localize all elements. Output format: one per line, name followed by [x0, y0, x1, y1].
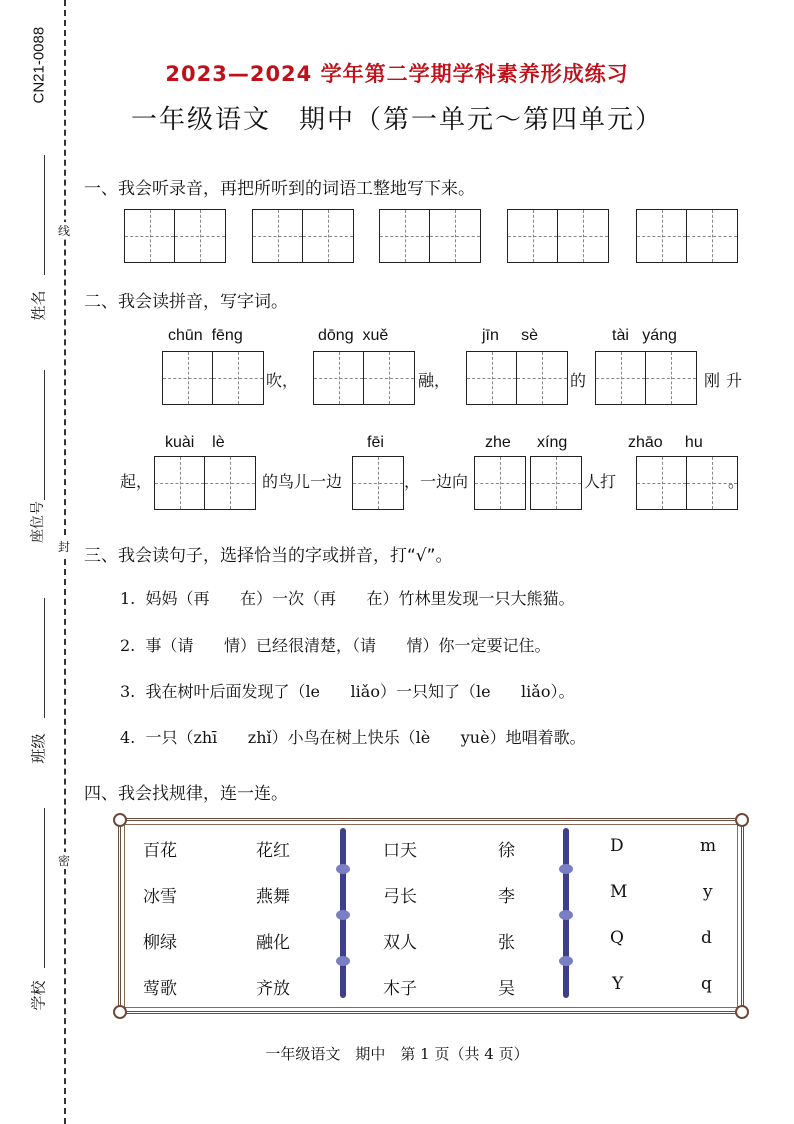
match-r3-c5[interactable]: Q [610, 928, 624, 948]
pinyin-dongxue: dōng xuě [318, 327, 389, 344]
text-rong: 融， [418, 371, 451, 390]
match-r2-c1[interactable]: 冰雪 [143, 887, 177, 907]
pinyin-box-fei[interactable] [352, 456, 404, 510]
sentence-4[interactable]: 4. 一只（zhī zhǐ）小鸟在树上快乐（lè yuè）地唱着歌。 [120, 728, 586, 747]
match-r1-c1[interactable]: 百花 [143, 841, 177, 861]
text-de: 的 [570, 371, 587, 390]
pinyin-box-kuaile[interactable] [154, 456, 256, 510]
section4-heading: 四、我会找规律，连一连。 [84, 784, 288, 804]
pinyin-box-dongxue[interactable] [313, 351, 415, 405]
match-r1-c2[interactable]: 花红 [256, 841, 290, 861]
sentence-1[interactable]: 1. 妈妈（再 在）一次（再 在）竹林里发现一只大熊猫。 [120, 589, 575, 608]
name-blank-line[interactable] [44, 155, 45, 275]
match-r4-c6[interactable]: q [701, 974, 712, 994]
pinyin-box-taiyang[interactable] [595, 351, 697, 405]
pinyin-taiyang: tài yáng [612, 327, 677, 344]
class-label: 班级 [29, 733, 48, 764]
match-r1-c3[interactable]: 口天 [383, 841, 417, 861]
pinyin-kuaile: kuài lè [165, 434, 225, 451]
write-box-5[interactable] [636, 209, 738, 263]
pinyin-box-chunfeng[interactable] [162, 351, 264, 405]
pinyin-box-xing[interactable] [530, 456, 582, 510]
write-box-2[interactable] [252, 209, 354, 263]
school-label: 学校 [29, 980, 48, 1011]
match-r1-c4[interactable]: 徐 [498, 841, 515, 861]
seat-blank-line[interactable] [44, 370, 45, 500]
page-footer: 一年级语文 期中 第 1 页（共 4 页） [265, 1045, 529, 1063]
seat-label: 座位号 [30, 501, 46, 543]
match-r1-c6[interactable]: m [700, 836, 717, 856]
match-r3-c6[interactable]: d [701, 928, 712, 948]
seal-mark-feng: 封 [58, 540, 71, 554]
match-r4-c1[interactable]: 莺歌 [143, 979, 177, 999]
pinyin-fei: fēi [367, 434, 384, 451]
write-box-1[interactable] [124, 209, 226, 263]
match-r2-c5[interactable]: M [610, 882, 628, 902]
class-blank-line[interactable] [44, 598, 45, 718]
section1-heading: 一、我会听录音，再把所听到的词语工整地写下来。 [84, 179, 475, 199]
pinyin-box-jinse[interactable] [466, 351, 568, 405]
match-r2-c4[interactable]: 李 [498, 887, 515, 907]
pinyin-jinse: jīn sè [482, 327, 539, 344]
match-r2-c3[interactable]: 弓长 [383, 887, 417, 907]
exam-title-line1: 2023—2024 学年第二学期学科素养形成练习 [165, 62, 629, 86]
match-r4-c4[interactable]: 吴 [498, 979, 515, 999]
match-r4-c3[interactable]: 木子 [383, 979, 417, 999]
pinyin-box-zhe[interactable] [474, 456, 526, 510]
match-r2-c6[interactable]: y [703, 882, 713, 902]
match-r1-c5[interactable]: D [610, 836, 624, 856]
section3-heading: 三、我会读句子，选择恰当的字或拼音，打“√”。 [84, 546, 453, 566]
match-r3-c1[interactable]: 柳绿 [143, 933, 177, 953]
pinyin-zhaohu: zhāo hu [628, 434, 703, 451]
seal-mark-xian: 线 [58, 224, 71, 238]
match-r2-c2[interactable]: 燕舞 [256, 887, 290, 907]
pinyin-xing: xíng [537, 434, 568, 451]
match-r3-c4[interactable]: 张 [498, 933, 515, 953]
write-box-4[interactable] [507, 209, 609, 263]
match-r3-c3[interactable]: 双人 [383, 933, 417, 953]
pinyin-chunfeng: chūn fēng [168, 327, 243, 344]
seal-mark-mi: 密 [58, 854, 71, 868]
text-gangsheng: 刚升 [704, 371, 749, 390]
school-blank-line[interactable] [44, 808, 45, 968]
match-r4-c5[interactable]: Y [612, 974, 624, 994]
match-r3-c2[interactable]: 融化 [256, 933, 290, 953]
text-chui: 吹， [266, 371, 299, 390]
text-de-niaoer-yibian: 的鸟儿一边 [262, 472, 343, 491]
pinyin-box-zhaohu[interactable] [636, 456, 738, 510]
name-label: 姓名 [29, 290, 48, 321]
matching-frame [118, 818, 744, 1014]
binding-dashed-line [64, 0, 66, 1124]
sentence-3[interactable]: 3. 我在树叶后面发现了（le liǎo）一只知了（le liǎo）。 [120, 682, 575, 701]
match-r4-c2[interactable]: 齐放 [256, 979, 290, 999]
sentence-2[interactable]: 2. 事（请 情）已经很清楚，（请 情）你一定要记住。 [120, 636, 551, 655]
pinyin-zhe: zhe [485, 434, 511, 451]
text-rending: 人打 [584, 472, 617, 491]
section2-heading: 二、我会读拼音，写字词。 [84, 292, 288, 312]
text-period: 。 [728, 472, 745, 491]
exam-title-line2: 一年级语文 期中（第一单元～第四单元） [130, 105, 663, 135]
paper-code: CN21-0088 [30, 26, 48, 104]
write-box-3[interactable] [379, 209, 481, 263]
text-qi: 起， [120, 472, 153, 491]
text-yibianxiang: ，一边向 [404, 472, 469, 491]
